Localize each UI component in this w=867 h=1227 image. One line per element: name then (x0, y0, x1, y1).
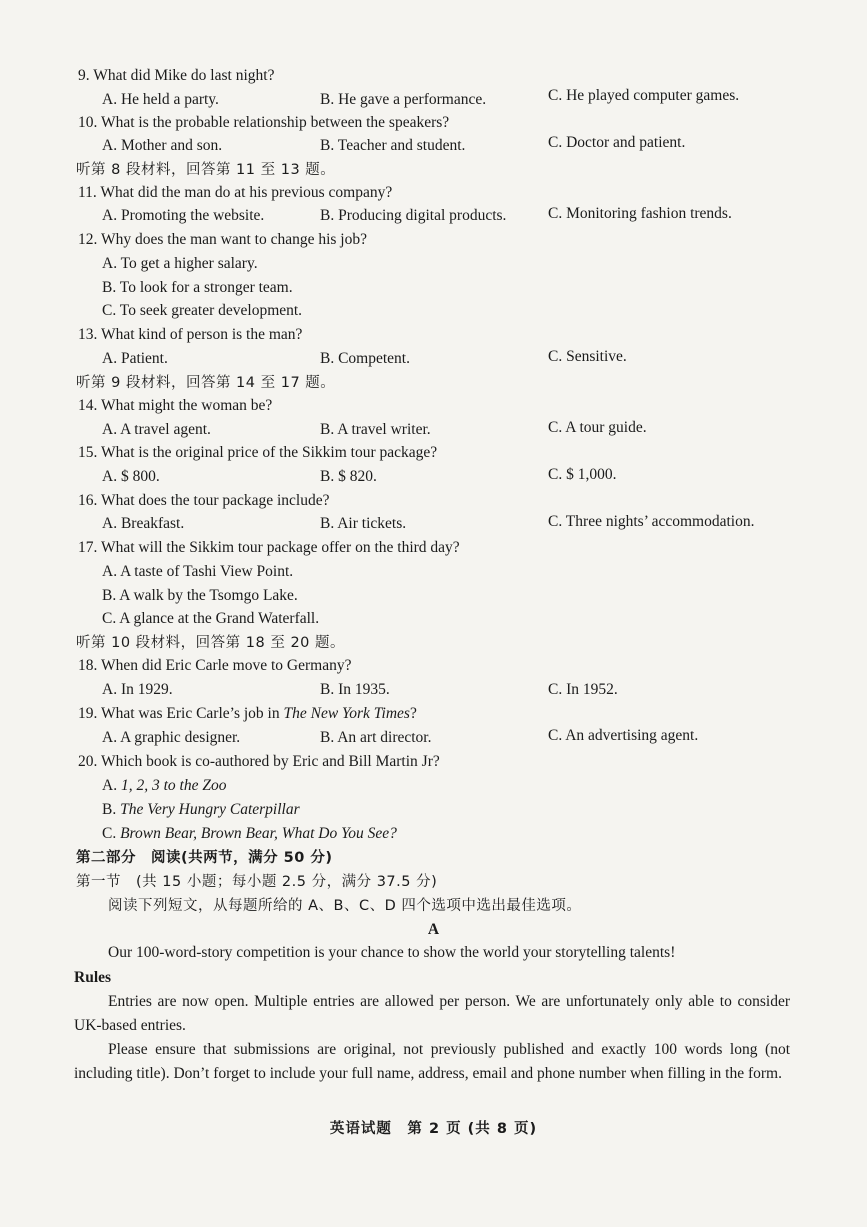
question-9-options (0, 88, 867, 112)
option-a: A. $ 800. (102, 468, 160, 485)
section-title: 第一节 (共 15 小题；每小题 2.5 分，满分 37.5 分) (76, 874, 438, 890)
section-label: 听第 9 段材料，回答第 14 至 17 题。 (76, 375, 336, 391)
rules-text-2: Please ensure that submissions are original, not previously published and exactly 100 words long (not including title). Don’t forget to include your full name, address, email and phone number when filling in the form. (74, 1041, 790, 1082)
question-20-option-b (0, 798, 867, 822)
newspaper-title: The New York Times (283, 705, 410, 722)
option-c: C. He played computer games. (548, 87, 740, 104)
option-b: B. An art director. (320, 729, 432, 746)
question-19 (0, 702, 867, 726)
question-20 (0, 750, 867, 774)
question-15 (0, 441, 867, 465)
option-c: C. Sensitive. (548, 348, 627, 365)
stem-text: 19. What was Eric Carle’s job in (78, 705, 284, 722)
rules-text-1: Entries are now open. Multiple entries are allowed per person. We are unfortunately only able to consider UK-based entries. (74, 993, 790, 1034)
question-15-options (0, 465, 867, 489)
page-footer: 英语试题 第 2 页 (共 8 页) (329, 1121, 538, 1137)
question-stem: 12. Why does the man want to change his job? (78, 231, 367, 248)
option-c (102, 822, 397, 846)
question-stem: 17. What will the Sikkim tour package offer on the third day? (78, 539, 460, 556)
passage-letter-line (0, 918, 867, 942)
instruction: 阅读下列短文，从每题所给的 A、B、C、D 四个选项中选出最佳选项。 (108, 898, 582, 914)
section-label: 听第 8 段材料，回答第 11 至 13 题。 (76, 162, 336, 178)
question-12-option-c (0, 299, 867, 323)
option-c: C. A glance at the Grand Waterfall. (102, 610, 320, 627)
question-stem: 18. When did Eric Carle move to Germany? (78, 657, 352, 674)
question-12-option-b (0, 276, 867, 300)
option-c: C. An advertising agent. (548, 727, 699, 744)
question-13 (0, 323, 867, 347)
option-b: B. He gave a performance. (320, 91, 487, 108)
question-14 (0, 394, 867, 418)
instruction-line (0, 894, 867, 918)
option-c: C. $ 1,000. (548, 466, 617, 483)
section-1-heading (0, 870, 867, 894)
section-8-heading (0, 158, 867, 182)
question-stem: 10. What is the probable relationship between the speakers? (78, 114, 450, 131)
question-stem: 16. What does the tour package include? (78, 492, 330, 509)
passage-letter: A (427, 921, 440, 938)
option-a: A. A travel agent. (102, 421, 211, 438)
option-letter: C. (102, 825, 121, 842)
question-10 (0, 111, 867, 135)
question-14-options (0, 418, 867, 442)
option-a (102, 774, 226, 798)
option-a: A. Mother and son. (102, 137, 223, 154)
option-a: A. In 1929. (102, 681, 173, 698)
question-stem: 11. What did the man do at his previous company? (78, 184, 393, 201)
section-10-heading (0, 631, 867, 655)
option-b: B. Air tickets. (320, 515, 407, 532)
book-title: 1, 2, 3 to the Zoo (120, 777, 227, 794)
question-17-option-b (0, 584, 867, 608)
question-stem: 14. What might the woman be? (78, 397, 273, 414)
option-a: A. Promoting the website. (102, 207, 265, 224)
question-20-option-a (0, 774, 867, 798)
option-c: C. Monitoring fashion trends. (548, 205, 732, 222)
rules-heading-line (0, 966, 867, 990)
question-17-option-c (0, 607, 867, 631)
option-c: C. A tour guide. (548, 419, 647, 436)
option-a: A. Patient. (102, 350, 168, 367)
option-b: B. Competent. (320, 350, 410, 367)
passage-intro (74, 941, 790, 965)
part-title: 第二部分 阅读(共两节，满分 50 分) (76, 850, 333, 866)
rules-heading: Rules (74, 969, 112, 986)
option-c: C. Three nights’ accommodation. (548, 513, 755, 530)
question-19-options (0, 726, 867, 750)
question-10-options (0, 134, 867, 158)
option-b: B. To look for a stronger team. (102, 279, 293, 296)
rules-paragraph-1 (74, 990, 790, 1038)
question-11 (0, 181, 867, 205)
option-b: B. Producing digital products. (320, 207, 507, 224)
rules-paragraph-2 (74, 1038, 790, 1086)
question-stem: 15. What is the original price of the Sikkim tour package? (78, 444, 438, 461)
question-13-options (0, 347, 867, 371)
option-a: A. A graphic designer. (102, 729, 241, 746)
question-12 (0, 228, 867, 252)
question-12-option-a (0, 252, 867, 276)
option-b: B. A travel writer. (320, 421, 431, 438)
option-a: A. To get a higher salary. (102, 255, 258, 272)
question-18-options (0, 678, 867, 702)
option-b: B. In 1935. (320, 681, 390, 698)
option-c: C. To seek greater development. (102, 302, 303, 319)
option-b: B. $ 820. (320, 468, 377, 485)
intro-text: Our 100-word-story competition is your chance to show the world your storytelling talents! (108, 944, 676, 961)
option-a: A. A taste of Tashi View Point. (102, 563, 294, 580)
stem-end: ? (409, 705, 417, 722)
section-9-heading (0, 371, 867, 395)
part-2-heading (0, 846, 867, 870)
book-title: Brown Bear, Brown Bear, What Do You See? (120, 825, 397, 842)
question-17-option-a (0, 560, 867, 584)
question-stem (78, 702, 417, 726)
question-stem: 9. What did Mike do last night? (78, 67, 275, 84)
question-18 (0, 654, 867, 678)
book-title: The Very Hungry Caterpillar (120, 801, 300, 818)
question-20-option-c (0, 822, 867, 846)
question-11-options (0, 204, 867, 228)
question-stem: 20. Which book is co-authored by Eric and Bill Martin Jr? (78, 753, 440, 770)
option-c: C. In 1952. (548, 681, 618, 698)
option-b: B. Teacher and student. (320, 137, 466, 154)
section-label: 听第 10 段材料，回答第 18 至 20 题。 (76, 635, 346, 651)
option-a: A. Breakfast. (102, 515, 185, 532)
option-letter: B. (102, 801, 121, 818)
question-stem: 13. What kind of person is the man? (78, 326, 303, 343)
option-a: A. He held a party. (102, 91, 219, 108)
option-letter: A. (102, 777, 121, 794)
option-c: C. Doctor and patient. (548, 134, 686, 151)
option-b (102, 798, 300, 822)
question-17 (0, 536, 867, 560)
question-16-options (0, 512, 867, 536)
option-b: B. A walk by the Tsomgo Lake. (102, 587, 298, 604)
